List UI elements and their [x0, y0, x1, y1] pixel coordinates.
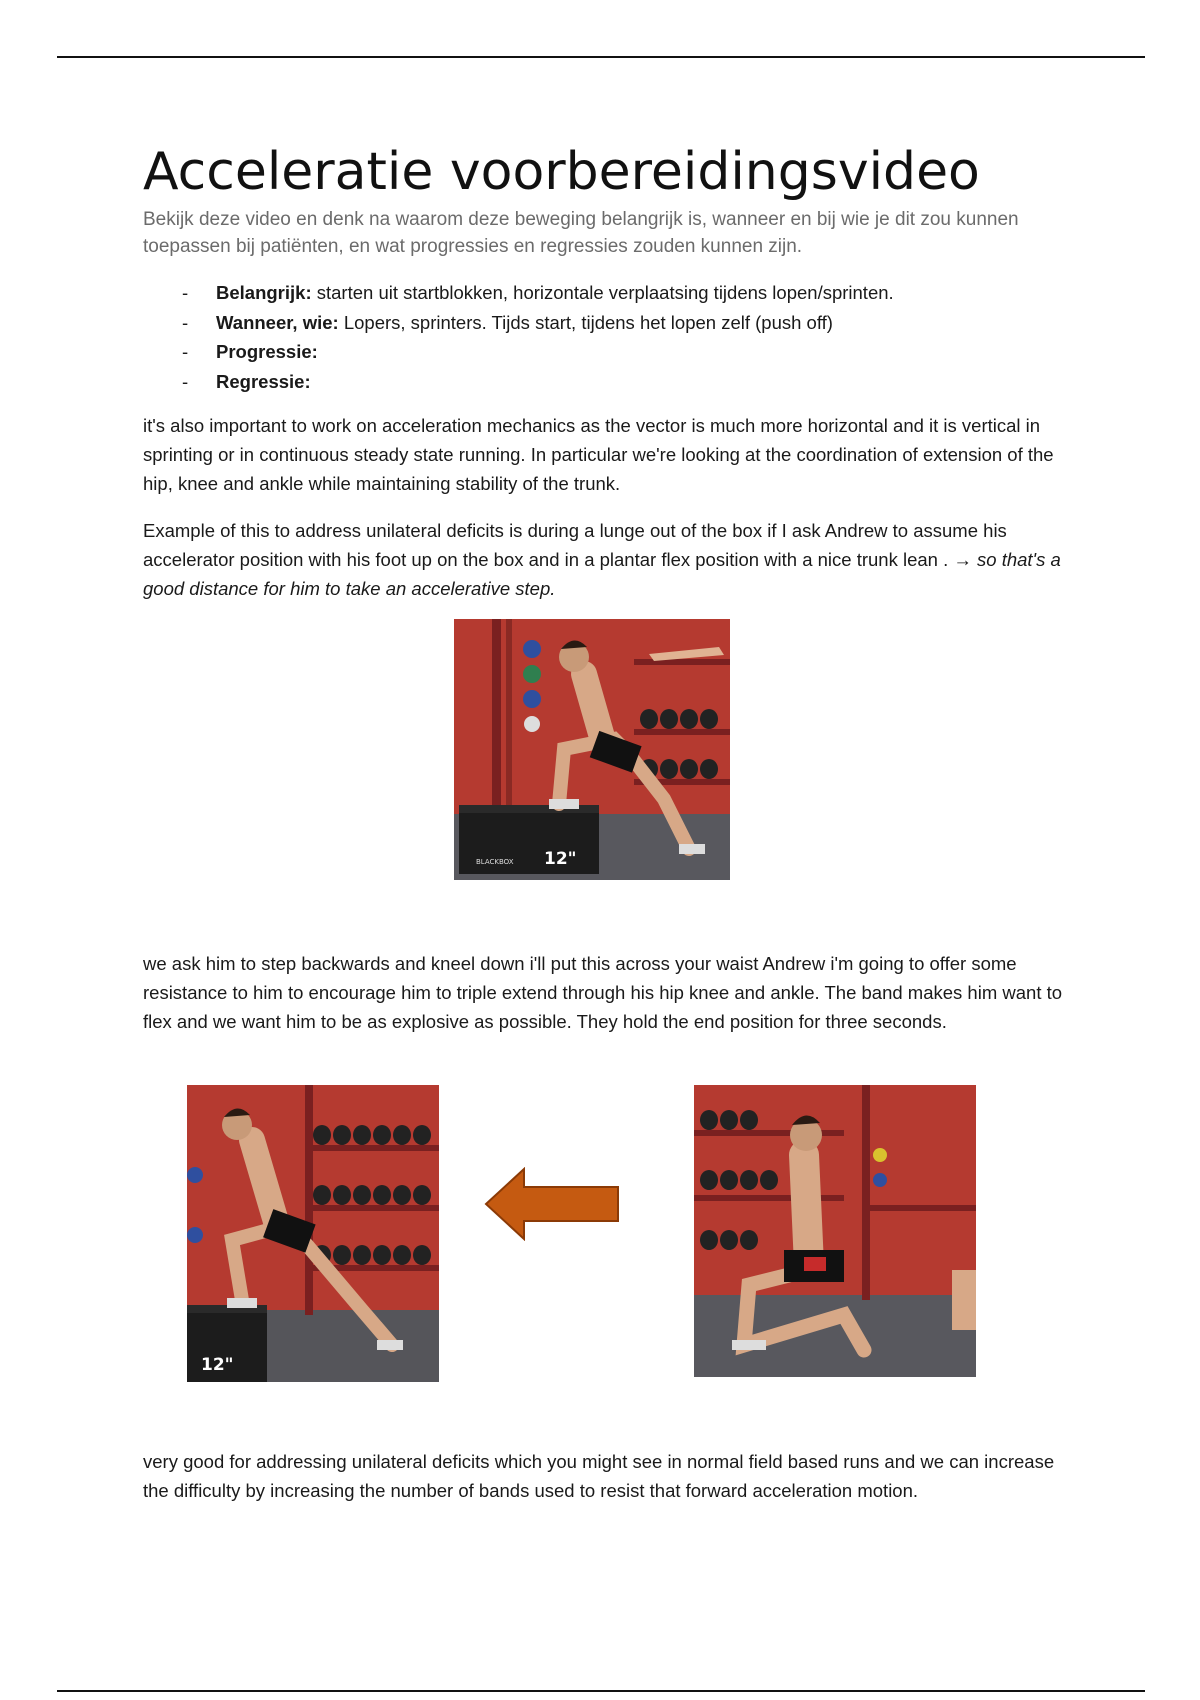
bullet-marker: -	[182, 311, 189, 333]
page-title: Acceleratie voorbereidingsvideo	[143, 142, 980, 202]
footer-rule	[57, 1690, 1145, 1692]
paragraph-unilateral-deficits: very good for addressing unilateral deficits which you might see in normal field based runs and we can increase the difficulty by increasing the number of bands used to resist that forward acceleration motion.	[143, 1451, 1055, 1501]
list-item	[178, 337, 894, 367]
bullet-label: Progressie:	[216, 341, 318, 362]
bullet-label: Wanneer, wie:	[216, 311, 339, 333]
bullet-marker: -	[182, 370, 189, 392]
list-item	[178, 308, 894, 338]
paragraph-acceleration-mechanics: it's also important to work on acceleration mechanics as the vector is much more horizontal and it is vertical in sprinting or in continuous steady state running. In particular we're looking at the coordination of extension of the hip, knee and ankle while maintaining stability of the trunk.	[143, 415, 1054, 494]
bullet-marker: -	[182, 341, 189, 362]
paragraph-lunge-text: Example of this to address unilateral deficits is during a lunge out of the box if I ask Andrew to assume his accelerator position with his foot up on the box and in a plantar flex position with a nice trunk lean . →	[143, 520, 1007, 570]
box-brand: BLACKBOX	[476, 858, 514, 866]
box-label: 12"	[201, 1355, 234, 1375]
bullet-label: Belangrijk:	[216, 282, 312, 303]
lunge-photo	[454, 619, 730, 880]
paragraph-lunge-italic: so that's a good distance for him to take an accelerative step.	[143, 549, 1061, 599]
box-label: 12"	[544, 849, 577, 869]
list-item	[178, 367, 894, 397]
header-rule	[57, 56, 1145, 58]
bullet-text: starten uit startblokken, horizontale verplaatsing tijdens lopen/sprinten.	[311, 282, 894, 303]
subtitle: Bekijk deze video en denk na waarom deze beweging belangrijk is, wanneer en bij wie je dit zou kunnen toepassen bij patiënten, en wat progressies en regressies zouden kunnen zijn.	[143, 209, 1019, 257]
paragraph-kneel-down: we ask him to step backwards and kneel down i'll put this across your waist Andrew i'm going to offer some resistance to him to encourage him to triple extend through his hip knee and ankle. The band makes him want to flex and we want him to be as explosive as possible. They hold the end position for three seconds.	[143, 953, 1063, 1032]
arrow-left-icon	[484, 1167, 620, 1241]
list-item	[178, 278, 894, 308]
bullet-label: Regressie:	[216, 370, 311, 392]
lunge-out-of-box-photo	[187, 1085, 439, 1382]
bullet-marker: -	[182, 282, 189, 303]
kneeling-photo	[694, 1085, 976, 1377]
bullet-list	[178, 278, 894, 396]
bullet-text: Lopers, sprinters. Tijds start, tijdens het lopen zelf (push off)	[338, 311, 833, 333]
paragraph-lunge-example	[143, 516, 1068, 603]
